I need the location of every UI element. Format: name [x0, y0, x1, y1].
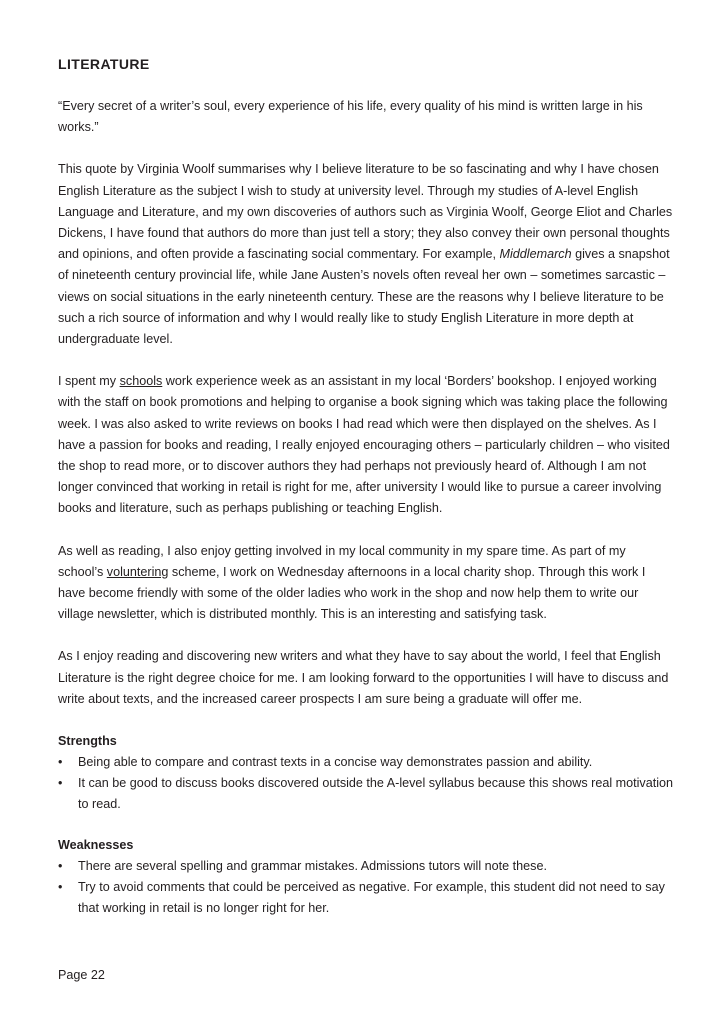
bullet-icon: • — [58, 859, 63, 874]
document-page — [58, 54, 674, 939]
paragraph-2 — [58, 371, 674, 519]
strengths-heading: Strengths — [58, 734, 117, 749]
paragraph-1-text-b: gives a snapshot of nineteenth century provincial life, while Jane Austen’s novels often reveal her own – sometimes sarcastic – views on social situations in the early nineteenth century. These are the reasons why I believe literature to be such a rich source of information and why I would really like to study English Literature in more depth at undergraduate level. — [58, 247, 670, 347]
strength-text: It can be good to discuss books discovered outside the A-level syllabus because this shows real motivation to read. — [78, 776, 674, 812]
list-item — [58, 856, 674, 877]
opening-quote: “Every secret of a writer’s soul, every experience of his life, every quality of his mind is written large in his works.” — [58, 99, 643, 135]
list-item — [58, 773, 674, 815]
paragraph-3 — [58, 541, 674, 626]
strength-text: Being able to compare and contrast texts in a concise way demonstrates passion and ability. — [78, 755, 593, 770]
bullet-icon: • — [58, 880, 63, 895]
paragraph-3-text-b: scheme, I work on Wednesday afternoons in a local charity shop. Through this work I have become friendly with some of the older ladies who work in the shop and now help them to write our village newsletter, which is distributed monthly. This is an interesting and satisfying task. — [58, 564, 646, 622]
page-number: Page 22 — [58, 968, 105, 982]
paragraph-3-text-a: As well as reading, I also enjoy getting involved in my local community in my spare time. As part of my school’s — [58, 543, 626, 579]
paragraph-2-text-b: work experience week as an assistant in my local ‘Borders’ bookshop. I enjoyed working with the staff on book promotions and helping to organise a book signing which was taking place the following week. I was also asked to write reviews on books I had read which were then displayed on the shelves. As I have a passion for books and reading, I really enjoyed encouraging others – particularly children – who visited the shop to read more, or to discover authors they had perhaps not previously heard of. Although I am not longer convinced that working in retail is right for me, after university I would like to pursue a career involving books and literature, such as perhaps publishing or teaching English. — [58, 374, 670, 516]
paragraph-4: As I enjoy reading and discovering new writers and what they have to say about the world, I feel that English Literature is the right degree choice for me. I am looking forward to the opportunities I will have to discuss and write about texts, and the increased career prospects I am sure being a graduate will offer me. — [58, 649, 669, 706]
list-item — [58, 752, 674, 773]
weakness-text: There are several spelling and grammar mistakes. Admissions tutors will note these. — [78, 859, 547, 874]
page-title: LITERATURE — [58, 56, 150, 72]
list-item — [58, 877, 674, 919]
weaknesses-list — [58, 856, 674, 919]
paragraph-1-text-a: This quote by Virginia Woolf summarises why I believe literature to be so fascinating and why I have chosen English Literature as the subject I wish to study at university level. Through my studies of A-level English Language and Literature, and my own discoveries of authors such as Virginia Woolf, George Eliot and Charles Dickens, I have found that authors do more than just tell a story; they also convey their own personal thoughts and opinions, and often provide a fascinating social commentary. For example, — [58, 162, 673, 262]
bullet-icon: • — [58, 776, 63, 791]
paragraph-2-text-a: I spent my — [58, 374, 120, 389]
weaknesses-heading: Weaknesses — [58, 838, 134, 853]
underlined-word-voluntering: voluntering — [106, 564, 169, 579]
book-title-middlemarch: Middlemarch — [499, 247, 572, 262]
weakness-text: Try to avoid comments that could be perceived as negative. For example, this student did not need to say that working in retail is no longer right for her. — [78, 880, 665, 916]
paragraph-1 — [58, 159, 674, 350]
strengths-list — [58, 752, 674, 815]
underlined-word-schools: schools — [119, 374, 163, 389]
bullet-icon: • — [58, 755, 63, 770]
